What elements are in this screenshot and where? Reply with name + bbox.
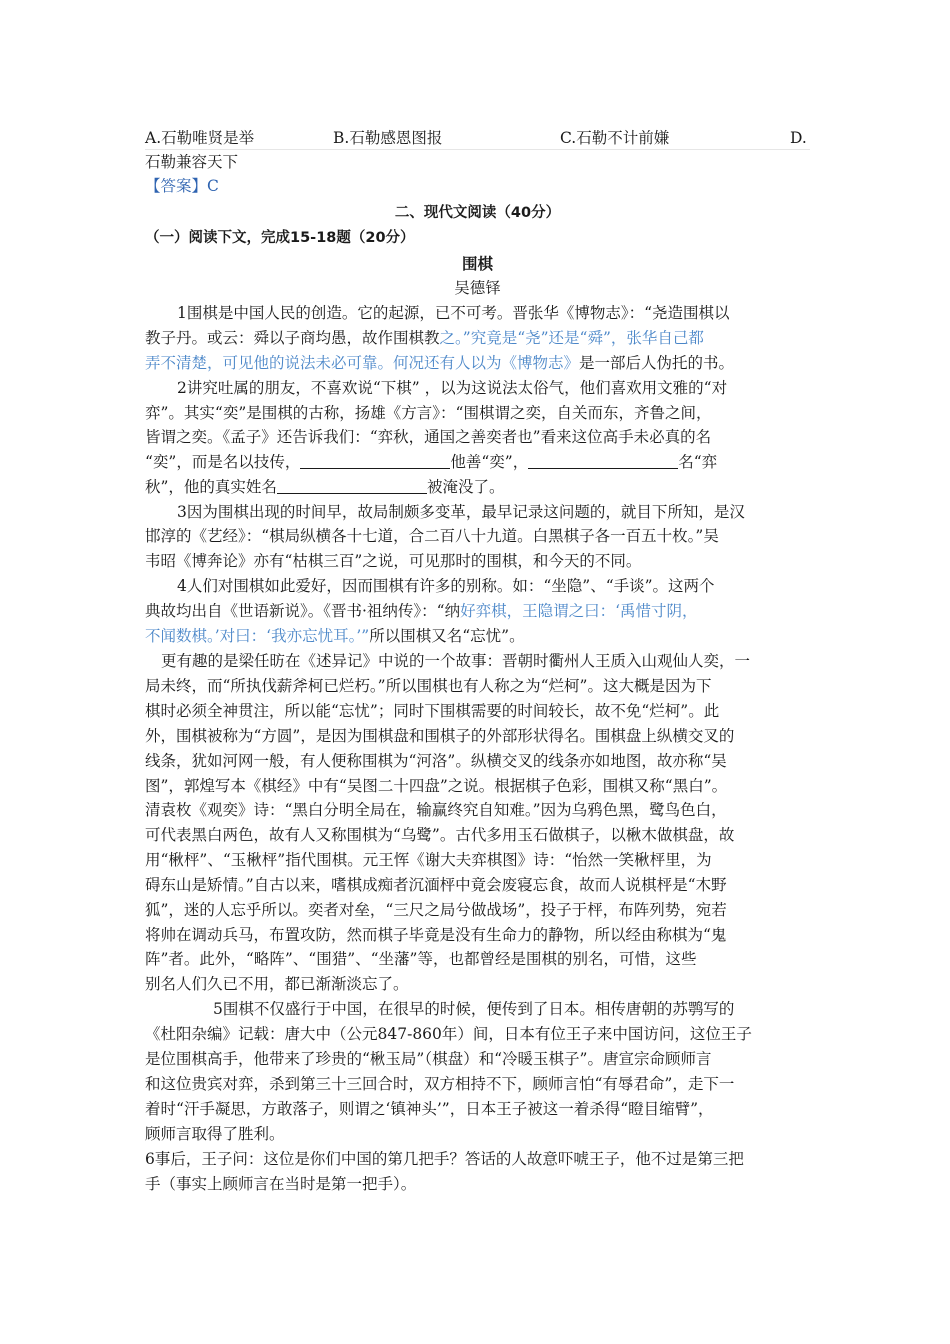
p2-line-5a: 秋”，他的真实姓名	[145, 478, 277, 496]
p2-line-5b: 被淹没了。	[426, 478, 505, 496]
answer-line	[145, 174, 810, 198]
p5-line-1: 5围棋不仅盛行于中国，在很早的时候，便传到了日本。相传唐朝的苏鹗写的	[213, 1000, 735, 1018]
p2-line-4c: 名“弈	[678, 453, 718, 471]
p2-line-3: 皆谓之奕。《孟子》还告诉我们：“弈秋，通国之善奕者也”看来这位高手未必真的名	[145, 428, 712, 446]
p4-line-3a: 不闻数棋。’对曰：‘我亦忘忧耳。’”	[145, 627, 370, 645]
option-c: C.石勒不计前嫌	[560, 129, 670, 147]
p3-line-2: 邯淳的《艺经》：“棋局纵横各十七道，合二百八十九道。白黑棋子各一百五十枚。”吴	[145, 527, 719, 545]
p4-line-2b: 好弈棋，王隐谓之曰：‘禹惜寸阴，	[460, 602, 698, 620]
p4b-line-9: 用“楸枰”、“玉楸枰”指代围棋。元王恽《谢大夫弈棋图》诗：“怡然一笑楸枰里，为	[145, 851, 712, 869]
option-d-text: 石勒兼容天下	[145, 153, 239, 171]
p4-line-3	[145, 624, 810, 648]
p4b-line-10: 碍东山是矫情。”自古以来，嗜棋成痴者沉湎枰中竟会废寝忘食，故而人说棋枰是“木野	[145, 876, 727, 894]
p5-line-6: 顾师言取得了胜利。	[145, 1125, 285, 1143]
option-d-label: D.	[790, 129, 807, 147]
p1-line-3	[145, 351, 810, 375]
p4b-line-13: 阵”者。此外，“略阵”、“围猎”、“坐藩”等，也都曾经是围棋的别名，可惜，这些	[145, 950, 697, 968]
p2-line-2: 弈”。其实“奕”是围棋的古称，扬雄《方言》：“围棋谓之奕，自关而东，齐鲁之间，	[145, 404, 712, 422]
subsection-title: （一）阅读下文，完成15-18题（20分）	[145, 230, 415, 246]
p4b-line-6: 图”，郭煌写本《棋经》中有“吴图二十四盘”之说。根据棋子色彩，围棋又称“黑白”。	[145, 777, 728, 795]
p2-line-4b: 他善“奕”，	[450, 453, 529, 471]
p2-line-4	[145, 450, 810, 474]
p4-line-2	[145, 599, 810, 623]
p1-line-3b: 是一部后人伪托的书。	[579, 354, 735, 372]
p1-line-1: 1围棋是中国人民的创造。它的起源，已不可考。晋张华《博物志》：“尧造围棋以	[177, 304, 730, 322]
p1-line-2a: 教子丹。或云：舜以子商均愚，故作围棋教	[145, 329, 440, 347]
p4-line-1: 4人们对围棋如此爱好，因而围棋有许多的别称。如：“坐隐”、“手谈”。这两个	[177, 577, 715, 595]
p1-line-2b: 之。”究竟是“尧”还是“舜”，张华自己都	[439, 329, 704, 347]
p5-line-2: 《杜阳杂编》记载：唐大中（公元847-860年）间，日本有位王子来中国访问，这位王子	[145, 1025, 752, 1043]
p4b-line-7: 清袁枚《观奕》诗：“黑白分明全局在，输赢终究自知难。”因为乌鸦色黑，鹭鸟色白，	[145, 801, 727, 819]
p4b-line-14: 别名人们久已不用，都已渐渐淡忘了。	[145, 975, 409, 993]
p6-line-2: 手（事实上顾师言在当时是第一把手）。	[145, 1175, 417, 1193]
p4b-line-1: 更有趣的是梁任昉在《述异记》中说的一个故事：晋朝时衢州人王质入山观仙人奕，一	[161, 652, 751, 670]
option-a: A.石勒唯贤是举	[145, 129, 255, 147]
p4-line-3b: 所以围棋又名“忘忧”。	[369, 627, 525, 645]
answer-label: 【答案】	[145, 177, 208, 195]
answer-blank-2[interactable]	[528, 452, 678, 469]
p5-line-3: 是位围棋高手，他带来了珍贵的“楸玉局”（棋盘）和“冷暖玉棋子”。唐宣宗命顾师言	[145, 1050, 712, 1068]
p3-line-3: 韦昭《博奔论》亦有“枯棋三百”之说，可见那时的围棋，和今天的不同。	[145, 552, 642, 570]
p2-line-4a: “奕”，而是名以技传，	[145, 453, 301, 471]
article-title: 围棋	[461, 255, 493, 273]
p5-line-4: 和这位贵宾对弈，杀到第三十三回合时，双方相持不下，顾师言怕“有辱君命”，走下一	[145, 1075, 735, 1093]
p4b-line-4: 外，围棋被称为“方圆”，是因为围棋盘和围棋子的外部形状得名。围棋盘上纵横交叉的	[145, 727, 735, 745]
answer-blank-3[interactable]	[277, 477, 427, 494]
p4b-line-11: 狐”，迷的人忘乎所以。奕者对垒，“三尺之局兮做战场”，投子于枰，布阵列势，宛若	[145, 901, 727, 919]
p6-line-1: 6事后，王子问：这位是你们中国的第几把手？答话的人故意吓唬王子，他不过是第三把	[145, 1150, 744, 1168]
p2-line-5	[145, 475, 810, 499]
p4b-line-5: 线条，犹如河网一般，有人便称围棋为“河洛”。纵横交叉的线条亦如地图，故亦称“吴	[145, 752, 727, 770]
p4b-line-3: 棋时必须全神贯注，所以能“忘忧”；同时下围棋需要的时间较长，故不免“烂柯”。此	[145, 702, 720, 720]
p3-line-1: 3因为围棋出现的时间早，故局制颇多变革，最早记录这问题的，就目下所知，是汉	[177, 503, 745, 521]
p4b-line-12: 将帅在调动兵马，布置攻防，然而棋子毕竟是没有生命力的静物，所以经由称棋为“鬼	[145, 926, 727, 944]
p4b-line-2: 局未终，而“所执伐薪斧柯已烂朽。”所以围棋也有人称之为“烂柯”。这大概是因为下	[145, 677, 712, 695]
section-title: 二、现代文阅读（40分）	[394, 205, 561, 221]
p5-line-5: 着时“汗手凝思，方敢落子，则谓之‘镇神头’”，日本王子被这一着杀得“瞪目缩臂”，	[145, 1100, 714, 1118]
p4-line-2a: 典故均出自《世语新说》。《晋书·祖纳传》：“纳	[145, 602, 461, 620]
answer-blank-1[interactable]	[300, 452, 450, 469]
p2-line-1: 2讲究吐属的朋友，不喜欢说“下棋” ，以为这说法太俗气，他们喜欢用文雅的“对	[177, 379, 728, 397]
p4b-line-8: 可代表黑白两色，故有人又称围棋为“乌鹭”。古代多用玉石做棋子，以楸木做棋盘，故	[145, 826, 735, 844]
answer-value: C	[207, 177, 219, 195]
p1-line-3a: 弄不清楚，可见他的说法未必可靠。何况还有人以为《博物志》	[145, 354, 580, 372]
article-author: 吴德铎	[454, 279, 501, 297]
p1-line-2	[145, 326, 810, 350]
option-b: B.石勒感恩图报	[333, 129, 443, 147]
